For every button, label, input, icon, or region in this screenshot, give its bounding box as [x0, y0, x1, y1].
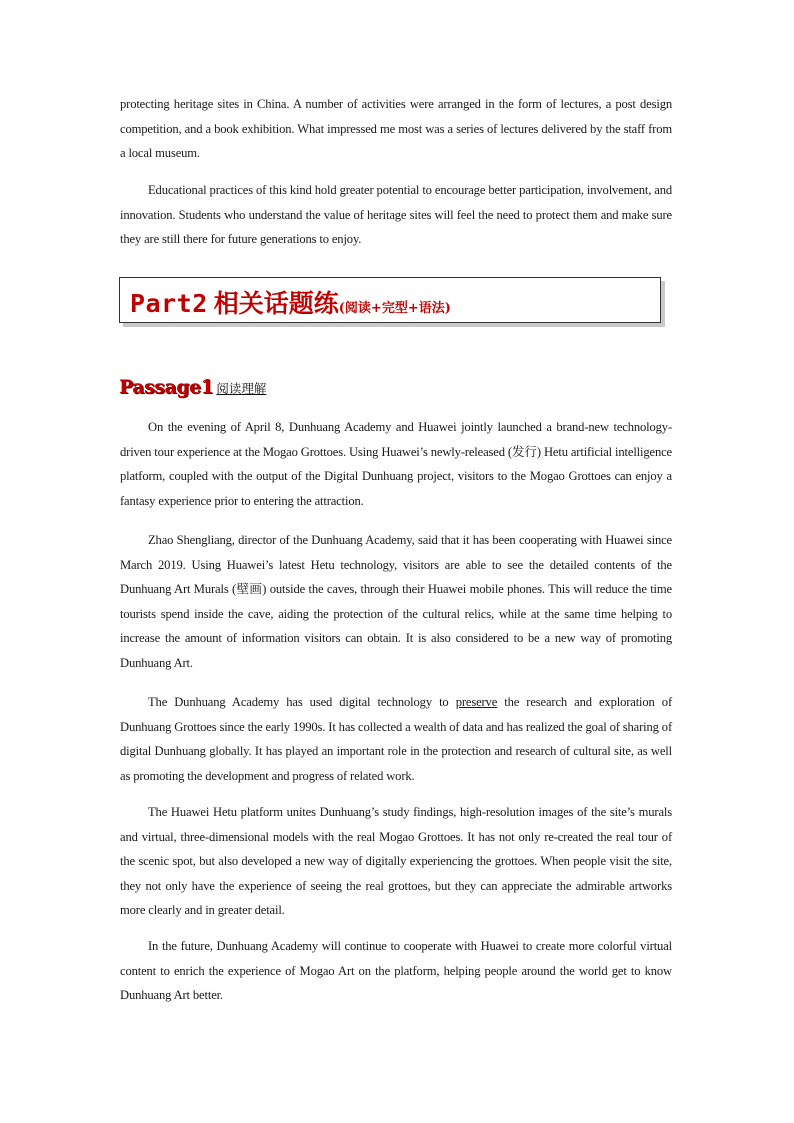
passage-paragraph-4: The Huawei Hetu platform unites Dunhuang’s study findings, high-resolution images of the site’s murals and virtual, three-dimensional models with the real Mogao Grottoes. It has not only re-created the real tour of the scenic spot, but also developed a new way of digitally experiencing the grottoes. When people visit the site, they not only have the experience of seeing the real grottoes, but they can appreciate the admirable artworks more clearly and in greater detail.: [120, 805, 672, 917]
intro-paragraph-1: protecting heritage sites in China. A number of activities were arranged in the form of lectures, a post design competition, and a book exhibition. What impressed me most was a series of lectures delivered by the staff from a local museum.: [120, 97, 672, 160]
passage-paragraph-3: [120, 690, 672, 788]
p3-text-after: the research and exploration of Dunhuang Grottoes since the early 1990s. It has collected a wealth of data and has realized the goal of sharing of digital Dunhuang globally. It has played an important role in the protection and research of cultural site, as well as promoting the development and progress of related work.: [120, 695, 672, 783]
passage-heading: [119, 376, 266, 398]
intro-paragraph-2: Educational practices of this kind hold greater potential to encourage better participation, involvement, and innovation. Students who understand the value of heritage sites will feel the need to protect them and make sure they are still there for future generations to enjoy.: [120, 183, 672, 246]
underlined-word-preserve: preserve: [455, 695, 498, 709]
passage-paragraph-2: Zhao Shengliang, director of the Dunhuang Academy, said that it has been cooperating with Huawei since March 2019. Using Huawei’s latest Hetu technology, visitors are able to see the detailed contents of the Dunhuang Art Murals (壁画) outside the caves, through their Huawei mobile phones. This will reduce the time tourists spend inside the cave, aiding the protection of the cultural relics, while at the same time helping to increase the amount of information visitors can obtain. It is also considered to be a new way of promoting Dunhuang Art.: [120, 533, 672, 670]
part-title-cn: 相关话题练: [213, 289, 339, 318]
passage-label: Passage1: [119, 376, 214, 398]
part-title-sub: (阅读+完型+语法): [338, 301, 451, 316]
part-title-main: Part2: [130, 289, 208, 318]
passage-subtitle: 阅读理解: [216, 381, 267, 396]
passage-paragraph-5: In the future, Dunhuang Academy will continue to cooperate with Huawei to create more colorful virtual content to enrich the experience of Mogao Art on the platform, helping people around the world get to know Dunhuang Art better.: [120, 939, 672, 1002]
passage-paragraph-1: On the evening of April 8, Dunhuang Academy and Huawei jointly launched a brand-new technology-driven tour experience at the Mogao Grottoes. Using Huawei’s newly-released (发行) Hetu artificial intelligence platform, coupled with the output of the Digital Dunhuang project, visitors to the Mogao Grottoes can enjoy a fantasy experience prior to entering the attraction.: [120, 420, 672, 508]
p3-text-before: The Dunhuang Academy has used digital technology to: [148, 695, 456, 709]
part-title: [130, 284, 451, 320]
part-header-box: [119, 277, 661, 323]
